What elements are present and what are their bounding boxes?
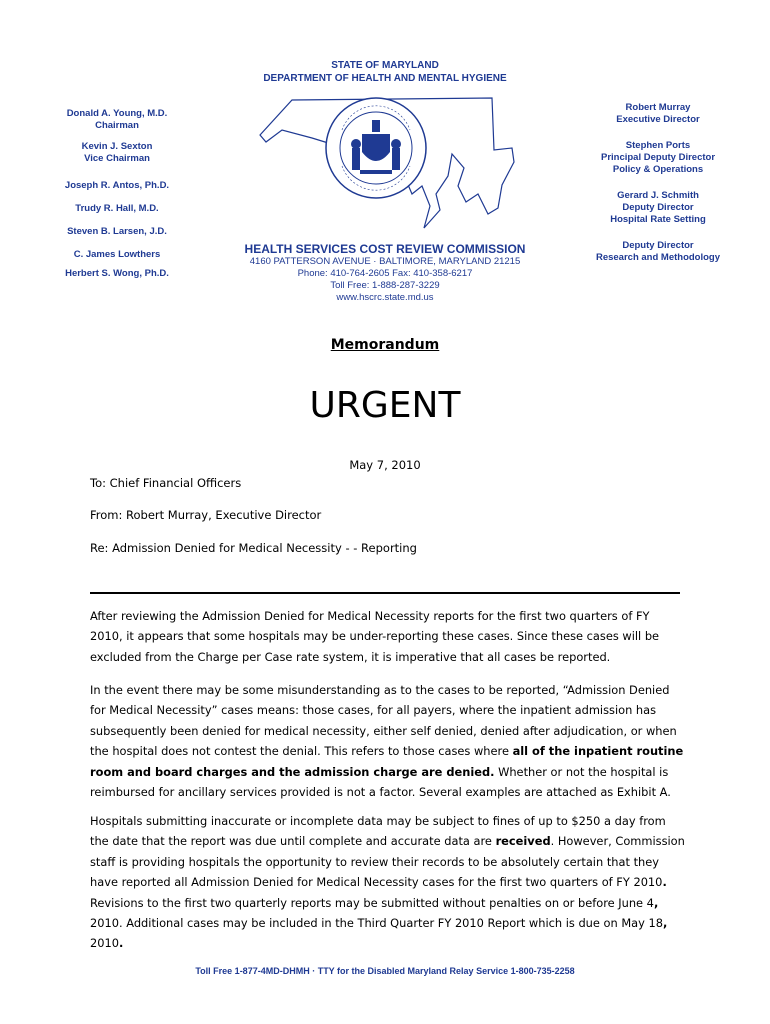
memo-heading: Memorandum	[330, 337, 440, 353]
emphasis-received: received	[495, 834, 551, 849]
memo-from: From: Robert Murray, Executive Director	[90, 508, 322, 522]
urgent-title: URGENT	[309, 385, 461, 426]
staff-1: Robert Murray Executive Director	[616, 102, 700, 125]
staff-4: Deputy Director Research and Methodology	[595, 240, 721, 263]
staff-list	[588, 102, 728, 264]
department-name: DEPARTMENT OF HEALTH AND MENTAL HYGIENE	[263, 73, 507, 84]
memo-date: May 7, 2010	[349, 458, 421, 472]
commissioner-1: Donald A. Young, M.D. Chairman	[66, 108, 168, 131]
commissioner-7: Herbert S. Wong, Ph.D.	[65, 268, 169, 279]
emphasis-denied-charges: all of the inpatient routine room and board charges and the admission charge are denied.	[90, 744, 684, 779]
maryland-map-seal-logo	[252, 90, 522, 240]
commissioner-4: Trudy R. Hall, M.D.	[75, 203, 159, 214]
divider-rule	[90, 592, 680, 594]
body-paragraph-2: In the event there may be some misunderstanding as to the cases to be reported, “Admission Denied for Medical Necessity” cases means: those cases, for all payers, where the inpatient admission has subsequently been denied for medical necessity, either self denied, denied after adjudication, or when the hospital does not contest the denial. This refers to those cases where all of the inpatient routine room and board charges and the admission charge are denied. Whether or not the hospital is reimbursed for ancillary services provided is not a factor. Several examples are attached as Exhibit A.	[90, 683, 684, 800]
memo-to: To: Chief Financial Officers	[90, 476, 242, 490]
commissioner-5: Steven B. Larsen, J.D.	[67, 226, 167, 237]
commission-address: 4160 PATTERSON AVENUE · BALTIMORE, MARYLAND 21215	[249, 256, 521, 267]
commissioner-2: Kevin J. Sexton Vice Chairman	[81, 141, 153, 164]
state-name: STATE OF MARYLAND	[331, 60, 439, 71]
staff-3: Gerard J. Schmith Deputy Director Hospital Rate Setting	[610, 190, 706, 225]
commission-block	[210, 242, 560, 304]
commission-website[interactable]: www.hscrc.state.md.us	[336, 292, 434, 303]
body-paragraph-3: Hospitals submitting inaccurate or incomplete data may be subject to fines of up to $250 a day from the date that the report was due until complete and accurate data are received. However, Commission staff is providing hospitals the opportunity to review their records to be absolutely certain that they have reported all Admission Denied for Medical Necessity cases for the first two quarters of FY 2010. Revisions to the first two quarterly reports may be submitted without penalties on or before June 4, 2010. Additional cases may be included in the Third Quarter FY 2010 Report which is due on May 18, 2010.	[90, 814, 685, 951]
commission-phone: Phone: 410-764-2605 Fax: 410-358-6217	[297, 268, 473, 279]
commissioners-list	[47, 108, 187, 280]
body-paragraph-1: After reviewing the Admission Denied for Medical Necessity reports for the first two quarters of FY 2010, it appears that some hospitals may be under-reporting these cases. Since these cases will be excluded from the Charge per Case rate system, it is imperative that all cases be reported.	[90, 609, 660, 664]
footer-contact: Toll Free 1-877-4MD-DHMH · TTY for the Disabled Maryland Relay Service 1-800-735-2258	[195, 966, 575, 976]
memo-re: Re: Admission Denied for Medical Necessity - - Reporting	[90, 541, 417, 555]
commissioner-3: Joseph R. Antos, Ph.D.	[64, 180, 170, 191]
commissioner-6: C. James Lowthers	[73, 249, 161, 260]
staff-2: Stephen Ports Principal Deputy Director Policy & Operations	[600, 140, 716, 175]
commission-tollfree: Toll Free: 1-888-287-3229	[330, 280, 440, 291]
commission-name: HEALTH SERVICES COST REVIEW COMMISSION	[244, 242, 526, 256]
letterhead-header	[0, 59, 770, 85]
